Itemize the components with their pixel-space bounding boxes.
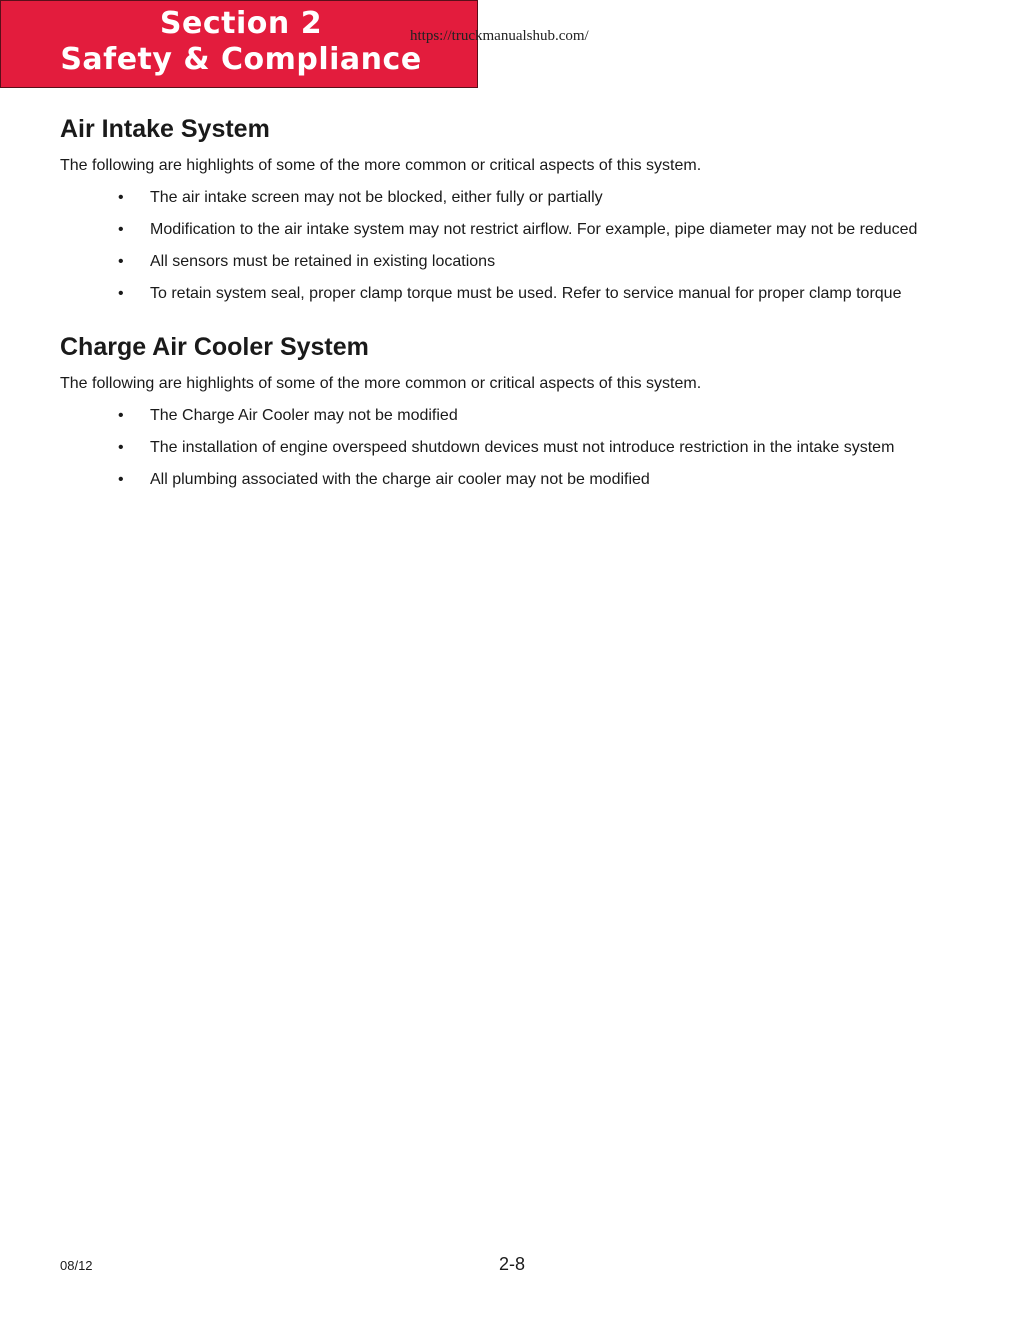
bullet-icon: • <box>118 285 124 302</box>
watermark-url: https://truckmanualshub.com/ <box>410 28 589 44</box>
list-item <box>60 220 960 240</box>
bullet-list <box>60 188 960 304</box>
list-item-text: The air intake screen may not be blocked, either fully or partially <box>150 189 603 206</box>
list-item <box>60 406 960 426</box>
list-item <box>60 470 960 490</box>
list-item-text: The installation of engine overspeed shutdown devices must not introduce restriction in the intake system <box>150 439 895 456</box>
page-number: 2-8 <box>499 1254 526 1274</box>
bullet-list <box>60 406 960 490</box>
bullet-icon: • <box>118 253 124 270</box>
list-item-text: The Charge Air Cooler may not be modified <box>150 407 458 424</box>
list-item <box>60 252 960 272</box>
list-item <box>60 188 960 208</box>
list-item-text: To retain system seal, proper clamp torque must be used. Refer to service manual for proper clamp torque <box>150 285 902 302</box>
section-heading: Air Intake System <box>60 115 270 143</box>
bullet-icon: • <box>118 221 124 238</box>
bullet-icon: • <box>118 189 124 206</box>
page-content <box>60 112 960 490</box>
bullet-icon: • <box>118 407 124 424</box>
bullet-icon: • <box>118 471 124 488</box>
list-item-text: All sensors must be retained in existing locations <box>150 253 496 270</box>
section-intro: The following are highlights of some of the more common or critical aspects of this system. <box>60 157 702 174</box>
list-item-text: All plumbing associated with the charge air cooler may not be modified <box>150 471 650 488</box>
section-number: Section 2 <box>159 6 323 41</box>
list-item <box>60 438 960 458</box>
section-banner <box>0 0 478 88</box>
list-item-text: Modification to the air intake system may not restrict airflow. For example, pipe diameter may not be reduced <box>150 221 918 238</box>
section-intro: The following are highlights of some of the more common or critical aspects of this system. <box>60 375 702 392</box>
charge-air-cooler-section <box>60 330 960 490</box>
footer-date: 08/12 <box>60 1258 93 1273</box>
air-intake-section <box>60 112 960 304</box>
section-title: Safety & Compliance <box>60 42 422 77</box>
bullet-icon: • <box>118 439 124 456</box>
section-heading: Charge Air Cooler System <box>60 333 369 361</box>
list-item <box>60 284 960 304</box>
